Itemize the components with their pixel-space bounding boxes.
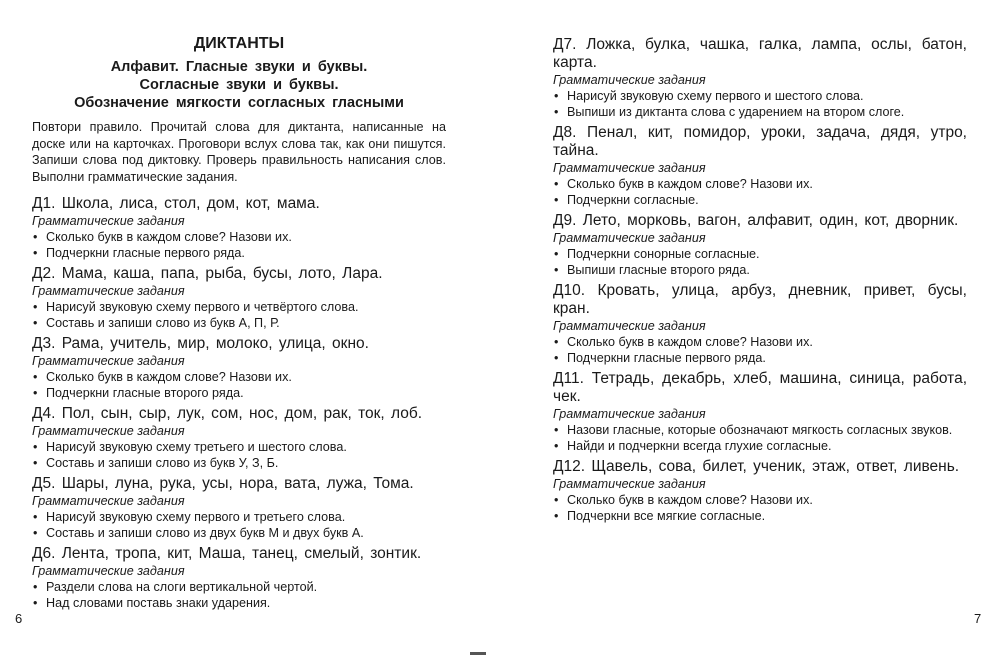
tasks-heading: Грамматические задания — [553, 73, 706, 87]
subtitle-line: Обозначение мягкости согласных гласными — [74, 95, 404, 111]
task-item: • Назови гласные, которые обозначают мягкость согласных звуков. — [553, 422, 967, 438]
left-page — [32, 0, 446, 611]
dictation-block — [553, 212, 967, 278]
dictation-block — [32, 405, 446, 471]
tasks-heading: Грамматические задания — [553, 407, 706, 421]
task-item: • Нарисуй звуковую схему первого и четвёртого слова. — [32, 299, 446, 315]
dictation-block — [553, 370, 967, 454]
task-item: • Сколько букв в каждом слове? Назови их. — [553, 176, 967, 192]
intro-instructions: Повтори правило. Прочитай слова для диктанта, написанные на доске или на карточках. Проговори вслух слова так, как они пишутся. Запиши слова под диктовку. Проверь правильность написания слов. Выполни грамматические задания. — [32, 120, 446, 184]
dictation-text: Д2. Мама, каша, папа, рыба, бусы, лото, Лара. — [32, 265, 383, 282]
task-item: • Нарисуй звуковую схему первого и шестого слова. — [553, 88, 967, 104]
tasks-heading: Грамматические задания — [32, 214, 185, 228]
tasks-heading: Грамматические задания — [553, 231, 706, 245]
dictation-block — [32, 475, 446, 541]
dictation-text: Д3. Рама, учитель, мир, молоко, улица, окно. — [32, 335, 369, 352]
task-item: • Подчеркни сонорные согласные. — [553, 246, 967, 262]
subtitle-line: Согласные звуки и буквы. — [139, 77, 339, 93]
task-item: • Подчеркни гласные первого ряда. — [553, 350, 967, 366]
tasks-heading: Грамматические задания — [553, 319, 706, 333]
dictation-block — [553, 458, 967, 524]
tasks-heading: Грамматические задания — [32, 494, 185, 508]
tasks-heading: Грамматические задания — [553, 477, 706, 491]
task-item: • Составь и запиши слово из двух букв М и двух букв А. — [32, 525, 446, 541]
dictation-block — [32, 195, 446, 261]
tasks-heading: Грамматические задания — [32, 284, 185, 298]
task-item: • Выпиши из диктанта слова с ударением на втором слоге. — [553, 104, 967, 120]
task-item: • Подчеркни согласные. — [553, 192, 967, 208]
subtitle-line: Алфавит. Гласные звуки и буквы. — [110, 59, 368, 75]
dictation-text: Д12. Щавель, сова, билет, ученик, этаж, ответ, ливень. — [553, 458, 960, 475]
task-item: • Найди и подчеркни всегда глухие согласные. — [553, 438, 967, 454]
tasks-heading: Грамматические задания — [32, 354, 185, 368]
dictation-block — [553, 36, 967, 120]
tasks-heading: Грамматические задания — [553, 161, 706, 175]
dictation-text: Д4. Пол, сын, сыр, лук, сом, нос, дом, рак, ток, лоб. — [32, 405, 423, 422]
dictation-block — [32, 545, 446, 611]
page-title: ДИКТАНТЫ — [193, 35, 285, 52]
dictation-text: Д6. Лента, тропа, кит, Маша, танец, смелый, зонтик. — [32, 545, 422, 562]
right-page — [553, 0, 967, 524]
dictation-text: Д8. Пенал, кит, помидор, уроки, задача, дядя, утро, тайна. — [553, 124, 967, 159]
task-item: • Нарисуй звуковую схему третьего и шестого слова. — [32, 439, 446, 455]
task-item: • Раздели слова на слоги вертикальной чертой. — [32, 579, 446, 595]
page-number-left: 6 — [15, 611, 23, 626]
task-item: • Подчеркни гласные первого ряда. — [32, 245, 446, 261]
dictation-text: Д1. Школа, лиса, стол, дом, кот, мама. — [32, 195, 320, 212]
task-item: • Сколько букв в каждом слове? Назови их. — [553, 492, 967, 508]
task-item: • Сколько букв в каждом слове? Назови их. — [32, 369, 446, 385]
task-item: • Подчеркни все мягкие согласные. — [553, 508, 967, 524]
task-item: • Составь и запиши слово из букв У, З, Б. — [32, 455, 446, 471]
dictation-block — [32, 265, 446, 331]
task-item: • Подчеркни гласные второго ряда. — [32, 385, 446, 401]
task-item: • Нарисуй звуковую схему первого и третьего слова. — [32, 509, 446, 525]
dictation-block — [553, 282, 967, 366]
dictation-text: Д10. Кровать, улица, арбуз, дневник, привет, бусы, кран. — [553, 282, 967, 317]
task-item: • Сколько букв в каждом слове? Назови их. — [32, 229, 446, 245]
task-item: • Выпиши гласные второго ряда. — [553, 262, 967, 278]
tasks-heading: Грамматические задания — [32, 424, 185, 438]
section-subtitle — [32, 58, 446, 112]
binding-mark — [470, 652, 486, 655]
dictation-text: Д5. Шары, луна, рука, усы, нора, вата, лужа, Тома. — [32, 475, 414, 492]
task-item: • Сколько букв в каждом слове? Назови их. — [553, 334, 967, 350]
dictation-text: Д11. Тетрадь, декабрь, хлеб, машина, синица, работа, чек. — [553, 370, 967, 405]
tasks-heading: Грамматические задания — [32, 564, 185, 578]
dictation-text: Д7. Ложка, булка, чашка, галка, лампа, ослы, батон, карта. — [553, 36, 967, 71]
page-number-right: 7 — [974, 611, 982, 626]
dictation-block — [553, 124, 967, 208]
dictation-text: Д9. Лето, морковь, вагон, алфавит, один, кот, дворник. — [553, 212, 959, 229]
task-item: • Над словами поставь знаки ударения. — [32, 595, 446, 611]
task-item: • Составь и запиши слово из букв А, П, Р. — [32, 315, 446, 331]
dictation-block — [32, 335, 446, 401]
